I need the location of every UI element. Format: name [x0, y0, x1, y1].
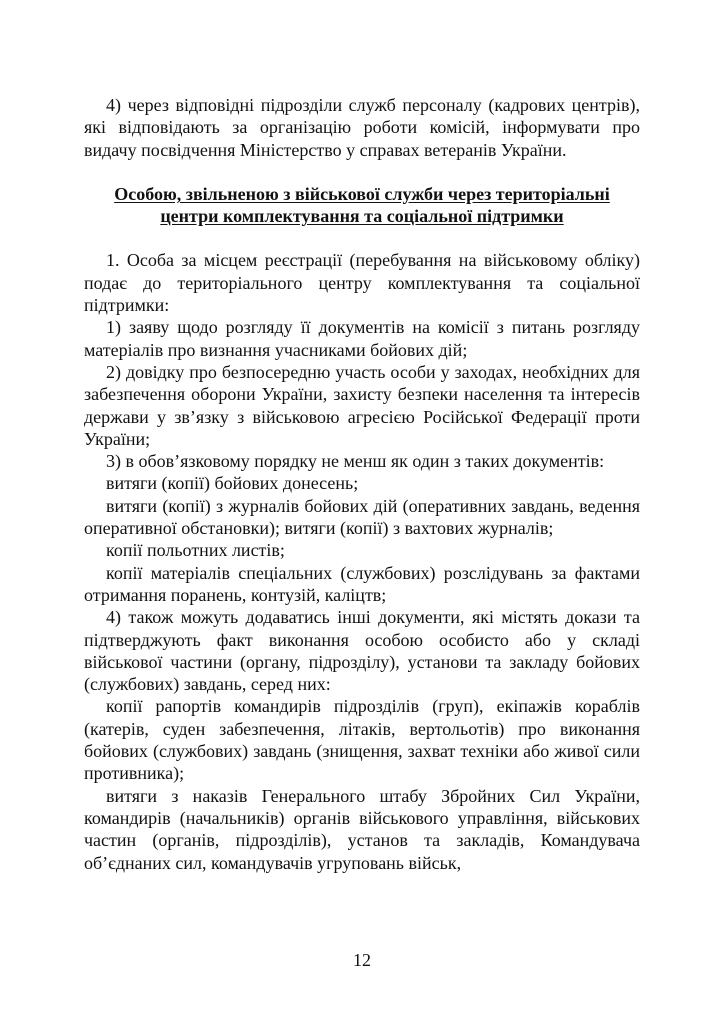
paragraph-9: 4) також можуть додаватись інші документи, які містять докази та підтверджують факт виконання особою особисто або у складі військової частини (органу, підрозділу), установи та закладу бойових (службових) завдань, серед них: [84, 607, 640, 695]
spacer [84, 161, 640, 183]
paragraph-6: витяги (копії) з журналів бойових дій (оперативних завдань, ведення оперативної обстановки); витяги (копії) з вахтових журналів; [84, 495, 640, 539]
paragraph-3: 2) довідку про безпосередню участь особи у заходах, необхідних для забезпечення оборони України, захисту безпеки населення та інтересів держави у зв’язку з військовою агресією Російської Федерації проти України; [84, 361, 640, 449]
paragraph-2: 1) заяву щодо розгляду її документів на комісії з питань розгляду матеріалів про визнання учасниками бойових дій; [84, 317, 640, 360]
section-heading-line-2: центри комплектування та соціальної підтримки [160, 206, 564, 227]
section-heading-line-1: Особою, звільненою з військової служби через територіальні [114, 183, 610, 204]
paragraph-10: копії рапортів командирів підрозділів (груп), екіпажів кораблів (катерів, суден забезпечення, літаків, вертольотів) про виконання бойових (службових) завдань (знищення, захват техніки або живої сили противника); [84, 696, 640, 784]
spacer [84, 227, 640, 249]
paragraph-11: витяги з наказів Генерального штабу Збройних Сил України, командирів (начальників) органів військового управління, військових частин (органів, підрозділів), установ та закладів, Командувача об’єднаних сил, командувачів угруповань військ, [84, 785, 640, 873]
paragraph-4: 3) в обов’язковому порядку не менш як один з таких документів: [106, 451, 605, 472]
document-body [84, 94, 640, 874]
section-heading [84, 183, 640, 228]
paragraph-7: копії польотних листів; [106, 540, 285, 561]
paragraph-8: копії матеріалів спеціальних (службових) розслідувань за фактами отримання поранень, контузій, каліцтв; [84, 562, 640, 605]
page-number: 12 [353, 950, 371, 970]
paragraph-intro: 4) через відповідні підрозділи служб персоналу (кадрових центрів), які відповідають за організацію роботи комісій, інформувати про видачу посвідчення Міністерство у справах ветеранів України. [84, 95, 640, 160]
paragraph-1: 1. Особа за місцем реєстрації (перебування на військовому обліку) подає до територіального центру комплектування та соціальної підтримки: [84, 250, 640, 316]
paragraph-5: витяги (копії) бойових донесень; [106, 473, 359, 494]
